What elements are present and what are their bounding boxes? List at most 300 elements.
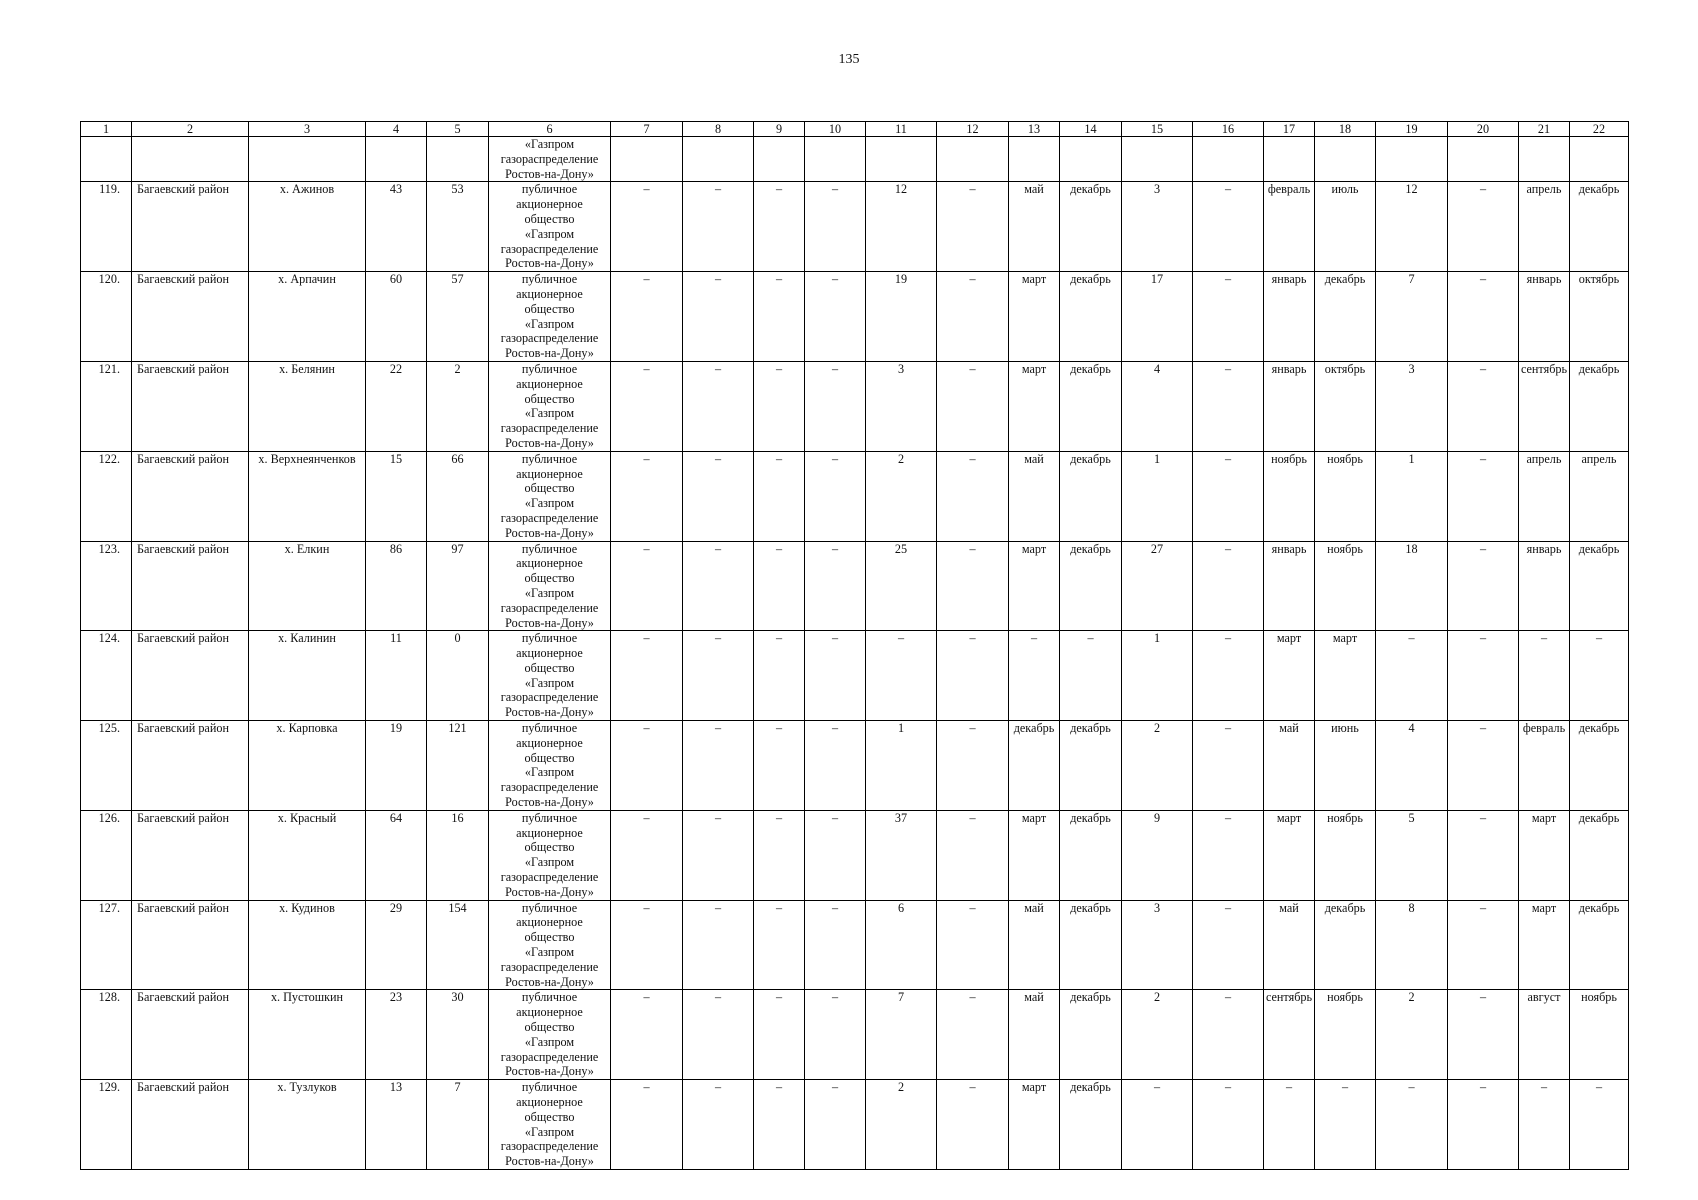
value-cell-col-21: январь (1519, 541, 1570, 631)
value-cell-col-18: ноябрь (1315, 810, 1376, 900)
value-cell-col-14: декабрь (1060, 810, 1122, 900)
value-cell-col-20: – (1448, 810, 1519, 900)
value-cell-col-12: – (937, 272, 1009, 362)
value-cell-col-7: – (611, 1080, 683, 1170)
organization-line: публичное (521, 272, 578, 287)
value-cell-col-9: – (754, 990, 805, 1080)
value-cell-col-16: – (1193, 631, 1264, 721)
organization-line: газораспределение (500, 690, 599, 705)
table-row (81, 810, 1629, 900)
page-number: 135 (838, 52, 860, 67)
value-cell-col-21: март (1519, 810, 1570, 900)
value-cell-col-11: 6 (866, 900, 937, 990)
value-cell-col-13: март (1009, 272, 1060, 362)
continuation-cell-6 (489, 137, 611, 182)
value-cell-col-13: март (1009, 1080, 1060, 1170)
value-cell-col-17: март (1264, 631, 1315, 721)
value-cell-col-22: декабрь (1570, 541, 1629, 631)
organization-line: газораспределение (500, 600, 599, 615)
value-cell-col-22: декабрь (1570, 721, 1629, 811)
organization-line: газораспределение (500, 421, 599, 436)
row-number-cell: 127. (81, 900, 132, 990)
value-cell-col-10: – (805, 541, 866, 631)
value-cell-col-5: 97 (427, 541, 489, 631)
value-cell-col-4: 15 (366, 451, 427, 541)
table-row (81, 361, 1629, 451)
value-cell-col-4: 60 (366, 272, 427, 362)
settlement-cell: х. Кудинов (249, 900, 366, 990)
organization-line: общество (524, 930, 575, 945)
value-cell-col-18: март (1315, 631, 1376, 721)
value-cell-col-22: декабрь (1570, 810, 1629, 900)
value-cell-col-14: декабрь (1060, 182, 1122, 272)
value-cell-col-21: апрель (1519, 182, 1570, 272)
district-cell: Багаевский район (132, 541, 249, 631)
column-number-14: 14 (1060, 122, 1122, 137)
value-cell-col-15: 1 (1122, 631, 1193, 721)
value-cell-col-21: сентябрь (1519, 361, 1570, 451)
value-cell-col-11: – (866, 631, 937, 721)
value-cell-col-15: 1 (1122, 451, 1193, 541)
value-cell-col-21: – (1519, 631, 1570, 721)
column-number-15: 15 (1122, 122, 1193, 137)
organization-line: публичное (521, 631, 578, 646)
value-cell-col-9: – (754, 272, 805, 362)
value-cell-col-19: 1 (1376, 451, 1448, 541)
organization-line: Ростов-на-Дону» (505, 615, 594, 630)
value-cell-col-18: октябрь (1315, 361, 1376, 451)
value-cell-col-19: 4 (1376, 721, 1448, 811)
value-cell-col-16: – (1193, 451, 1264, 541)
value-cell-col-14: декабрь (1060, 721, 1122, 811)
value-cell-col-12: – (937, 900, 1009, 990)
value-cell-col-15: 4 (1122, 361, 1193, 451)
organization-line: публичное (521, 900, 578, 915)
organization-line: публичное (521, 541, 578, 556)
organization-cell (489, 361, 611, 451)
value-cell-col-7: – (611, 721, 683, 811)
value-cell-col-11: 3 (866, 361, 937, 451)
value-cell-col-22: ноябрь (1570, 990, 1629, 1080)
value-cell-col-18: декабрь (1315, 272, 1376, 362)
value-cell-col-15: 3 (1122, 900, 1193, 990)
district-cell: Багаевский район (132, 1080, 249, 1170)
organization-line: «Газпром (524, 316, 575, 331)
settlement-cell: х. Тузлуков (249, 1080, 366, 1170)
value-cell-col-15: – (1122, 1080, 1193, 1170)
district-cell: Багаевский район (132, 810, 249, 900)
row-number-cell: 123. (81, 541, 132, 631)
value-cell-col-17: январь (1264, 272, 1315, 362)
value-cell-col-10: – (805, 272, 866, 362)
table-row (81, 900, 1629, 990)
organization-line: «Газпром (524, 1124, 575, 1139)
organization-line: публичное (521, 721, 578, 736)
value-cell-col-20: – (1448, 182, 1519, 272)
organization-cell (489, 272, 611, 362)
continuation-cell-3 (249, 137, 366, 182)
table-row (81, 631, 1629, 721)
column-number-16: 16 (1193, 122, 1264, 137)
organization-line: общество (524, 750, 575, 765)
value-cell-col-5: 7 (427, 1080, 489, 1170)
value-cell-col-8: – (683, 182, 754, 272)
organization-line: газораспределение (500, 959, 599, 974)
organization-line: акционерное (516, 197, 583, 212)
value-cell-col-14: декабрь (1060, 451, 1122, 541)
continuation-cell-4 (366, 137, 427, 182)
column-number-2: 2 (132, 122, 249, 137)
value-cell-col-12: – (937, 541, 1009, 631)
organization-line: общество (524, 660, 575, 675)
organization-cell (489, 541, 611, 631)
district-cell: Багаевский район (132, 272, 249, 362)
value-cell-col-4: 19 (366, 721, 427, 811)
value-cell-col-7: – (611, 900, 683, 990)
value-cell-col-11: 12 (866, 182, 937, 272)
organization-line: публичное (521, 810, 578, 825)
value-cell-col-19: 8 (1376, 900, 1448, 990)
value-cell-col-17: май (1264, 900, 1315, 990)
settlement-cell: х. Красный (249, 810, 366, 900)
value-cell-col-8: – (683, 810, 754, 900)
organization-line: «Газпром (524, 945, 575, 960)
value-cell-col-8: – (683, 272, 754, 362)
value-cell-col-20: – (1448, 272, 1519, 362)
value-cell-col-9: – (754, 631, 805, 721)
value-cell-col-16: – (1193, 810, 1264, 900)
value-cell-col-4: 22 (366, 361, 427, 451)
value-cell-col-10: – (805, 451, 866, 541)
value-cell-col-19: – (1376, 1080, 1448, 1170)
value-cell-col-19: 12 (1376, 182, 1448, 272)
row-number-cell: 122. (81, 451, 132, 541)
continuation-cell-1 (81, 137, 132, 182)
column-number-20: 20 (1448, 122, 1519, 137)
value-cell-col-18: июль (1315, 182, 1376, 272)
district-cell: Багаевский район (132, 631, 249, 721)
continuation-row (81, 137, 1629, 182)
value-cell-col-9: – (754, 361, 805, 451)
value-cell-col-13: май (1009, 182, 1060, 272)
column-number-1: 1 (81, 122, 132, 137)
value-cell-col-4: 86 (366, 541, 427, 631)
continuation-cell-20 (1448, 137, 1519, 182)
district-cell: Багаевский район (132, 990, 249, 1080)
organization-line: Ростов-на-Дону» (505, 705, 594, 720)
value-cell-col-20: – (1448, 541, 1519, 631)
row-number-cell: 121. (81, 361, 132, 451)
row-number-cell: 119. (81, 182, 132, 272)
gasification-schedule-table (80, 121, 1629, 1170)
organization-line: «Газпром (524, 496, 575, 511)
organization-line: газораспределение (500, 331, 599, 346)
value-cell-col-11: 19 (866, 272, 937, 362)
value-cell-col-7: – (611, 272, 683, 362)
value-cell-col-7: – (611, 631, 683, 721)
organization-line: «Газпром (524, 137, 575, 151)
continuation-cell-13 (1009, 137, 1060, 182)
continuation-cell-7 (611, 137, 683, 182)
value-cell-col-18: ноябрь (1315, 990, 1376, 1080)
organization-line: Ростов-на-Дону» (505, 166, 594, 181)
value-cell-col-17: – (1264, 1080, 1315, 1170)
settlement-cell: х. Елкин (249, 541, 366, 631)
organization-line: Ростов-на-Дону» (505, 795, 594, 810)
value-cell-col-17: сентябрь (1264, 990, 1315, 1080)
value-cell-col-20: – (1448, 451, 1519, 541)
value-cell-col-11: 37 (866, 810, 937, 900)
organization-line: Ростов-на-Дону» (505, 1064, 594, 1079)
organization-line: общество (524, 301, 575, 316)
value-cell-col-4: 29 (366, 900, 427, 990)
organization-cell (489, 810, 611, 900)
value-cell-col-20: – (1448, 1080, 1519, 1170)
row-number-cell: 125. (81, 721, 132, 811)
value-cell-col-13: май (1009, 990, 1060, 1080)
organization-line: акционерное (516, 646, 583, 661)
organization-line: акционерное (516, 825, 583, 840)
value-cell-col-5: 121 (427, 721, 489, 811)
value-cell-col-5: 30 (427, 990, 489, 1080)
column-number-18: 18 (1315, 122, 1376, 137)
value-cell-col-4: 64 (366, 810, 427, 900)
continuation-cell-22 (1570, 137, 1629, 182)
table-row (81, 182, 1629, 272)
organization-line: «Газпром (524, 855, 575, 870)
value-cell-col-13: март (1009, 361, 1060, 451)
value-cell-col-20: – (1448, 631, 1519, 721)
value-cell-col-12: – (937, 631, 1009, 721)
value-cell-col-19: 5 (1376, 810, 1448, 900)
value-cell-col-14: декабрь (1060, 361, 1122, 451)
settlement-cell: х. Белянин (249, 361, 366, 451)
value-cell-col-8: – (683, 1080, 754, 1170)
value-cell-col-12: – (937, 990, 1009, 1080)
value-cell-col-14: декабрь (1060, 900, 1122, 990)
value-cell-col-5: 66 (427, 451, 489, 541)
continuation-cell-14 (1060, 137, 1122, 182)
value-cell-col-8: – (683, 541, 754, 631)
value-cell-col-16: – (1193, 990, 1264, 1080)
value-cell-col-22: декабрь (1570, 182, 1629, 272)
value-cell-col-5: 154 (427, 900, 489, 990)
value-cell-col-7: – (611, 541, 683, 631)
value-cell-col-16: – (1193, 361, 1264, 451)
continuation-cell-11 (866, 137, 937, 182)
column-number-22: 22 (1570, 122, 1629, 137)
column-number-13: 13 (1009, 122, 1060, 137)
organization-line: публичное (521, 451, 578, 466)
organization-line: акционерное (516, 1005, 583, 1020)
value-cell-col-21: январь (1519, 272, 1570, 362)
value-cell-col-17: март (1264, 810, 1315, 900)
organization-cell (489, 721, 611, 811)
value-cell-col-5: 0 (427, 631, 489, 721)
column-number-11: 11 (866, 122, 937, 137)
organization-line: «Газпром (524, 675, 575, 690)
value-cell-col-9: – (754, 182, 805, 272)
settlement-cell: х. Карповка (249, 721, 366, 811)
value-cell-col-11: 2 (866, 1080, 937, 1170)
value-cell-col-13: декабрь (1009, 721, 1060, 811)
value-cell-col-11: 7 (866, 990, 937, 1080)
value-cell-col-15: 2 (1122, 721, 1193, 811)
column-number-19: 19 (1376, 122, 1448, 137)
value-cell-col-13: март (1009, 810, 1060, 900)
organization-line: общество (524, 1020, 575, 1035)
value-cell-col-12: – (937, 361, 1009, 451)
organization-line: газораспределение (500, 241, 599, 256)
value-cell-col-8: – (683, 900, 754, 990)
value-cell-col-15: 9 (1122, 810, 1193, 900)
column-number-7: 7 (611, 122, 683, 137)
value-cell-col-18: – (1315, 1080, 1376, 1170)
organization-line: акционерное (516, 286, 583, 301)
row-number-cell: 129. (81, 1080, 132, 1170)
value-cell-col-16: – (1193, 182, 1264, 272)
value-cell-col-10: – (805, 631, 866, 721)
value-cell-col-8: – (683, 721, 754, 811)
organization-line: газораспределение (500, 1139, 599, 1154)
organization-line: общество (524, 481, 575, 496)
organization-cell (489, 182, 611, 272)
row-number-cell: 120. (81, 272, 132, 362)
value-cell-col-19: 3 (1376, 361, 1448, 451)
value-cell-col-14: декабрь (1060, 272, 1122, 362)
value-cell-col-4: 13 (366, 1080, 427, 1170)
value-cell-col-11: 1 (866, 721, 937, 811)
value-cell-col-5: 16 (427, 810, 489, 900)
value-cell-col-22: – (1570, 1080, 1629, 1170)
value-cell-col-10: – (805, 900, 866, 990)
value-cell-col-21: апрель (1519, 451, 1570, 541)
value-cell-col-16: – (1193, 900, 1264, 990)
value-cell-col-10: – (805, 182, 866, 272)
value-cell-col-14: декабрь (1060, 990, 1122, 1080)
value-cell-col-20: – (1448, 990, 1519, 1080)
value-cell-col-9: – (754, 541, 805, 631)
value-cell-col-10: – (805, 1080, 866, 1170)
continuation-cell-9 (754, 137, 805, 182)
value-cell-col-19: 18 (1376, 541, 1448, 631)
table-row (81, 451, 1629, 541)
settlement-cell: х. Арпачин (249, 272, 366, 362)
organization-line: акционерное (516, 1095, 583, 1109)
table-row (81, 541, 1629, 631)
organization-line: газораспределение (500, 510, 599, 525)
row-number-cell: 124. (81, 631, 132, 721)
column-number-3: 3 (249, 122, 366, 137)
value-cell-col-12: – (937, 1080, 1009, 1170)
organization-line: «Газпром (524, 406, 575, 421)
organization-line: газораспределение (500, 780, 599, 795)
organization-line: «Газпром (524, 765, 575, 780)
table-row (81, 1080, 1629, 1170)
organization-line: газораспределение (500, 1049, 599, 1064)
value-cell-col-15: 27 (1122, 541, 1193, 631)
organization-line: Ростов-на-Дону» (505, 435, 594, 450)
continuation-cell-16 (1193, 137, 1264, 182)
value-cell-col-13: май (1009, 900, 1060, 990)
value-cell-col-16: – (1193, 721, 1264, 811)
organization-line: «Газпром (524, 585, 575, 600)
organization-line: Ростов-на-Дону» (505, 1154, 594, 1169)
organization-line: акционерное (516, 735, 583, 750)
column-number-17: 17 (1264, 122, 1315, 137)
value-cell-col-16: – (1193, 541, 1264, 631)
value-cell-col-9: – (754, 900, 805, 990)
value-cell-col-5: 57 (427, 272, 489, 362)
value-cell-col-15: 3 (1122, 182, 1193, 272)
value-cell-col-8: – (683, 451, 754, 541)
value-cell-col-17: май (1264, 721, 1315, 811)
value-cell-col-21: август (1519, 990, 1570, 1080)
value-cell-col-11: 25 (866, 541, 937, 631)
organization-cell (489, 990, 611, 1080)
table-row (81, 272, 1629, 362)
value-cell-col-19: 7 (1376, 272, 1448, 362)
continuation-cell-10 (805, 137, 866, 182)
value-cell-col-10: – (805, 721, 866, 811)
continuation-cell-5 (427, 137, 489, 182)
value-cell-col-12: – (937, 810, 1009, 900)
table-row (81, 721, 1629, 811)
value-cell-col-17: январь (1264, 541, 1315, 631)
value-cell-col-18: ноябрь (1315, 541, 1376, 631)
value-cell-col-21: март (1519, 900, 1570, 990)
value-cell-col-7: – (611, 451, 683, 541)
column-number-6: 6 (489, 122, 611, 137)
settlement-cell: х. Пустошкин (249, 990, 366, 1080)
column-number-8: 8 (683, 122, 754, 137)
value-cell-col-18: декабрь (1315, 900, 1376, 990)
value-cell-col-20: – (1448, 361, 1519, 451)
column-number-4: 4 (366, 122, 427, 137)
organization-line: Ростов-на-Дону» (505, 525, 594, 540)
organization-line: газораспределение (500, 151, 599, 166)
value-cell-col-16: – (1193, 1080, 1264, 1170)
column-number-5: 5 (427, 122, 489, 137)
value-cell-col-13: – (1009, 631, 1060, 721)
value-cell-col-22: апрель (1570, 451, 1629, 541)
row-number-cell: 126. (81, 810, 132, 900)
value-cell-col-5: 53 (427, 182, 489, 272)
value-cell-col-9: – (754, 810, 805, 900)
organization-line: Ростов-на-Дону» (505, 256, 594, 271)
value-cell-col-13: март (1009, 541, 1060, 631)
organization-line: общество (524, 391, 575, 406)
value-cell-col-14: декабрь (1060, 1080, 1122, 1170)
value-cell-col-8: – (683, 361, 754, 451)
value-cell-col-20: – (1448, 900, 1519, 990)
value-cell-col-5: 2 (427, 361, 489, 451)
value-cell-col-19: – (1376, 631, 1448, 721)
value-cell-col-21: – (1519, 1080, 1570, 1170)
value-cell-col-15: 2 (1122, 990, 1193, 1080)
settlement-cell: х. Ажинов (249, 182, 366, 272)
continuation-cell-21 (1519, 137, 1570, 182)
organization-cell (489, 1080, 611, 1170)
value-cell-col-7: – (611, 182, 683, 272)
value-cell-col-10: – (805, 810, 866, 900)
settlement-cell: х. Калинин (249, 631, 366, 721)
organization-line: публичное (521, 361, 578, 376)
value-cell-col-7: – (611, 810, 683, 900)
organization-line: общество (524, 211, 575, 226)
continuation-cell-17 (1264, 137, 1315, 182)
continuation-cell-2 (132, 137, 249, 182)
